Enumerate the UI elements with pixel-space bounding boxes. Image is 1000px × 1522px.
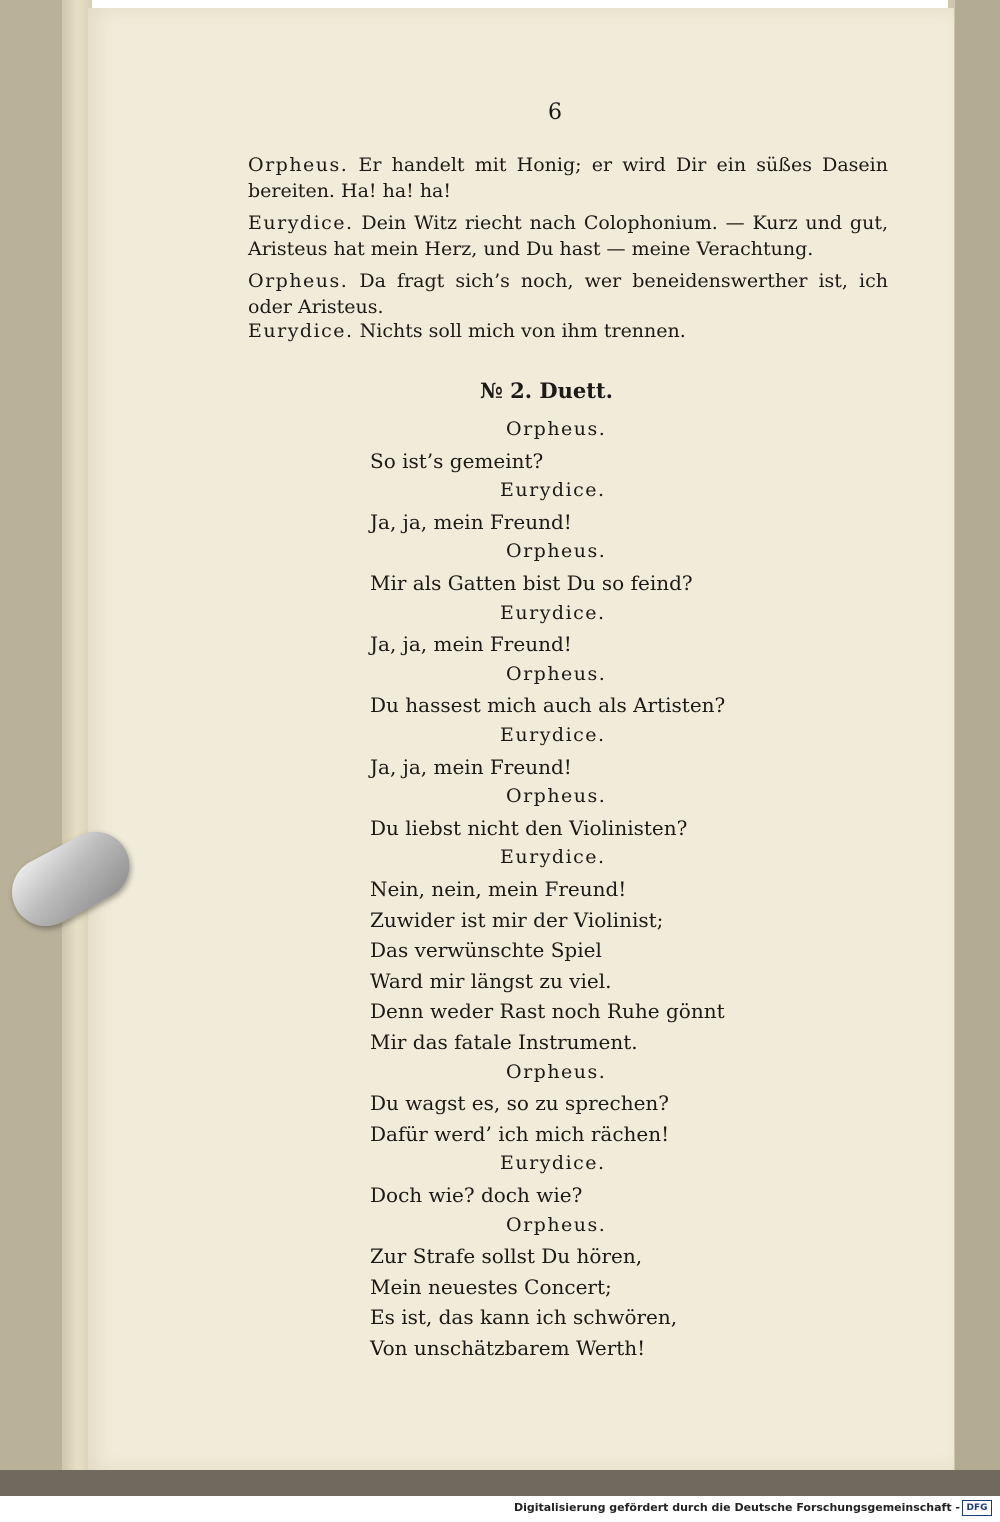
- prose-paragraph: [248, 268, 888, 320]
- verse-line: Von unschätzbarem Werth!: [370, 1336, 646, 1360]
- duet-speaker: Orpheus.: [506, 540, 607, 563]
- verse-line: Mein neuestes Concert;: [370, 1274, 612, 1299]
- duet-speaker: Eurydice.: [500, 1152, 606, 1175]
- scanner-bed: [0, 1470, 1000, 1498]
- duet-speaker: Orpheus.: [506, 1213, 607, 1236]
- verse-line: Es ist, das kann ich schwören,: [370, 1305, 678, 1330]
- prose-paragraph: [248, 318, 888, 344]
- prose-paragraph: [248, 152, 888, 204]
- duet-heading: № 2. Duett.: [480, 378, 613, 403]
- speech-text: Da fragt sich’s noch, wer beneidenswerther ist, ich oder Aristeus.: [248, 270, 888, 318]
- verse-line: Ja, ja, mein Freund!: [370, 754, 572, 779]
- duet-speaker: Orpheus.: [506, 1060, 607, 1083]
- verse-line: Denn weder Rast noch Ruhe gönnt: [370, 999, 725, 1024]
- verse-line: Ward mir längst zu viel.: [370, 968, 612, 993]
- verse-line: So ist’s gemeint?: [370, 448, 544, 473]
- duet-speaker: Eurydice.: [500, 601, 606, 624]
- speech-text: Er handelt mit Honig; er wird Dir ein süßes Dasein bereiten. Ha! ha! ha!: [248, 154, 888, 202]
- duet-speaker: Orpheus.: [506, 785, 607, 808]
- duet-speaker: Orpheus.: [506, 418, 607, 440]
- speech-text: Dein Witz riecht nach Colophonium. — Kurz und gut, Aristeus hat mein Herz, und Du hast — meine Verachtung.: [248, 212, 888, 260]
- duet-speaker: Orpheus.: [506, 662, 607, 685]
- verse-line: Zur Strafe sollst Du hören,: [370, 1244, 643, 1269]
- funding-notice: Digitalisierung gefördert durch die Deutsche Forschungsgemeinschaft -: [513, 1501, 960, 1514]
- dfg-logo: DFG: [962, 1500, 992, 1516]
- speaker-name: Eurydice.: [248, 320, 354, 342]
- duet-speaker: Eurydice.: [500, 724, 606, 746]
- verse-line: Nein, nein, mein Freund!: [370, 877, 627, 901]
- verse-line: Zuwider ist mir der Violinist;: [370, 907, 664, 932]
- prose-paragraph: [248, 210, 888, 262]
- verse-line: Ja, ja, mein Freund!: [370, 632, 572, 657]
- duet-speaker: Eurydice.: [500, 846, 606, 869]
- verse-line: Mir das fatale Instrument.: [370, 1030, 638, 1054]
- verse-line: Doch wie? doch wie?: [370, 1183, 583, 1207]
- verse-line: Mir als Gatten bist Du so feind?: [370, 571, 693, 595]
- verse-line: Du wagst es, so zu sprechen?: [370, 1091, 670, 1116]
- verse-line: Dafür werd’ ich mich rächen!: [370, 1121, 670, 1146]
- verse-line: Ja, ja, mein Freund!: [370, 509, 572, 534]
- verse-line: Du hassest mich auch als Artisten?: [370, 693, 726, 718]
- page-number: 6: [548, 100, 562, 125]
- book-cover-right: [955, 0, 1000, 1500]
- duet-speaker: Eurydice.: [500, 479, 606, 502]
- speech-text: Nichts soll mich von ihm trennen.: [353, 320, 686, 342]
- speaker-name: Orpheus.: [248, 270, 349, 292]
- verse-line: Du liebst nicht den Violinisten?: [370, 815, 688, 840]
- speaker-name: Eurydice.: [248, 212, 354, 234]
- speaker-name: Orpheus.: [248, 154, 349, 176]
- verse-line: Das verwünschte Spiel: [370, 938, 602, 963]
